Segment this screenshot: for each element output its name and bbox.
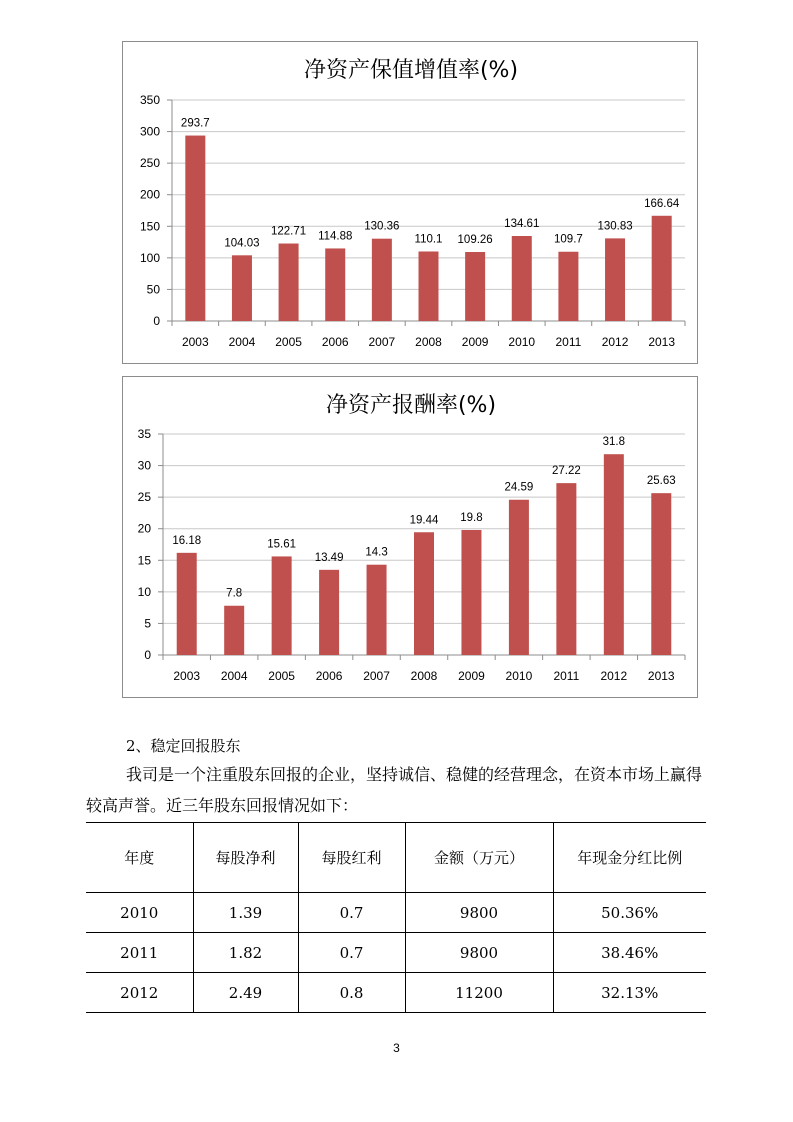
cell-payout-ratio: 38.46% xyxy=(553,933,706,973)
bar xyxy=(604,454,624,655)
data-label: 16.18 xyxy=(172,534,202,547)
x-tick-label: 2007 xyxy=(363,669,390,683)
cell-year: 2011 xyxy=(86,933,193,973)
data-label: 109.7 xyxy=(554,233,583,246)
shareholder-returns-table xyxy=(86,822,706,1013)
x-tick-label: 2005 xyxy=(268,669,295,683)
cell-year: 2010 xyxy=(86,893,193,933)
header-eps: 每股净利 xyxy=(193,823,298,893)
y-tick-label: 25 xyxy=(137,490,151,505)
x-tick-label: 2008 xyxy=(415,335,442,349)
table-row xyxy=(86,893,706,933)
table-row xyxy=(86,973,706,1013)
data-label: 13.49 xyxy=(314,551,344,564)
cell-amount: 9800 xyxy=(405,933,553,973)
data-label: 110.1 xyxy=(414,233,443,246)
chart-net-asset-preservation-rate xyxy=(122,41,698,364)
data-label: 130.36 xyxy=(364,220,400,233)
data-label: 134.61 xyxy=(504,218,540,231)
cell-amount: 9800 xyxy=(405,893,553,933)
bar xyxy=(185,136,205,321)
chart-net-asset-return-rate xyxy=(122,376,698,698)
bar xyxy=(652,216,672,321)
chart-title: 净资产报酬率(%) xyxy=(325,393,497,418)
chart-canvas xyxy=(123,42,699,365)
bar xyxy=(232,255,252,321)
y-tick-label: 5 xyxy=(144,616,151,631)
bar xyxy=(509,500,529,655)
bar xyxy=(465,252,485,321)
y-tick-label: 250 xyxy=(139,156,160,171)
chart-title: 净资产保值增值率(%) xyxy=(303,58,519,83)
x-tick-label: 2007 xyxy=(368,335,396,349)
bar xyxy=(279,244,299,321)
data-label: 24.59 xyxy=(504,481,534,494)
y-tick-label: 50 xyxy=(146,282,160,297)
data-label: 114.88 xyxy=(318,230,353,243)
header-year: 年度 xyxy=(86,823,193,893)
page-number: 3 xyxy=(393,1041,400,1055)
x-tick-label: 2005 xyxy=(275,335,302,349)
paragraph-text: 我司是一个注重股东回报的企业，坚持诚信、稳健的经营理念，在资本市场上赢得 xyxy=(126,765,703,784)
x-tick-label: 2003 xyxy=(173,669,201,683)
header-amount: 金额（万元） xyxy=(405,823,553,893)
x-tick-label: 2008 xyxy=(410,669,438,683)
data-label: 25.63 xyxy=(646,475,676,488)
bar xyxy=(372,239,392,321)
data-label: 166.64 xyxy=(644,197,680,210)
data-label: 293.7 xyxy=(180,117,210,130)
data-label: 19.8 xyxy=(460,511,483,524)
y-tick-label: 20 xyxy=(137,521,151,536)
bar xyxy=(605,238,625,321)
y-tick-label: 150 xyxy=(139,219,160,234)
chart-canvas xyxy=(123,377,699,699)
header-payout-ratio: 年现金分红比例 xyxy=(553,823,706,893)
cell-amount: 11200 xyxy=(405,973,553,1013)
x-tick-label: 2012 xyxy=(600,669,628,683)
x-tick-label: 2011 xyxy=(553,669,580,683)
y-tick-label: 30 xyxy=(137,458,151,473)
data-label: 7.8 xyxy=(226,587,243,600)
cell-eps: 1.39 xyxy=(193,893,298,933)
paragraph-line xyxy=(86,792,708,820)
data-label: 19.44 xyxy=(409,514,439,527)
x-tick-label: 2012 xyxy=(601,335,629,349)
x-tick-label: 2013 xyxy=(647,669,675,683)
y-tick-label: 0 xyxy=(144,648,151,662)
y-tick-label: 10 xyxy=(137,584,151,599)
bar xyxy=(272,556,292,655)
data-label: 14.3 xyxy=(365,546,388,559)
x-tick-label: 2009 xyxy=(458,669,485,683)
bar xyxy=(651,493,671,655)
bar xyxy=(319,570,339,655)
x-tick-label: 2013 xyxy=(648,335,676,349)
bar xyxy=(558,252,578,321)
bar xyxy=(224,606,244,655)
cell-dps: 0.7 xyxy=(298,933,405,973)
data-label: 15.61 xyxy=(267,538,297,551)
paragraph-text: 较高声誉。近三年股东回报情况如下： xyxy=(86,796,359,815)
bar xyxy=(414,532,434,655)
cell-eps: 1.82 xyxy=(193,933,298,973)
bar xyxy=(512,236,532,321)
x-tick-label: 2009 xyxy=(461,335,489,349)
data-label: 104.03 xyxy=(224,237,260,250)
bar xyxy=(461,530,481,655)
cell-payout-ratio: 32.13% xyxy=(553,973,706,1013)
cell-eps: 2.49 xyxy=(193,973,298,1013)
cell-dps: 0.8 xyxy=(298,973,405,1013)
table-header-row xyxy=(86,823,706,893)
data-label: 122.71 xyxy=(270,225,307,238)
paragraph-line xyxy=(86,761,708,789)
y-tick-label: 15 xyxy=(137,553,151,568)
bar xyxy=(419,251,439,321)
x-tick-label: 2004 xyxy=(220,669,248,683)
bar xyxy=(177,553,197,655)
bar xyxy=(556,483,576,655)
cell-dps: 0.7 xyxy=(298,893,405,933)
x-tick-label: 2011 xyxy=(555,335,582,349)
x-tick-label: 2006 xyxy=(321,335,349,349)
y-tick-label: 35 xyxy=(137,427,151,441)
x-tick-label: 2004 xyxy=(228,335,256,349)
y-tick-label: 350 xyxy=(139,93,160,107)
header-dps: 每股红利 xyxy=(298,823,405,893)
y-tick-label: 300 xyxy=(139,124,160,139)
data-label: 27.22 xyxy=(551,465,581,478)
cell-year: 2012 xyxy=(86,973,193,1013)
x-tick-label: 2010 xyxy=(508,335,536,349)
section-heading: 2、稳定回报股东 xyxy=(126,737,241,755)
data-label: 31.8 xyxy=(602,436,626,449)
x-tick-label: 2003 xyxy=(181,335,209,349)
x-tick-label: 2010 xyxy=(505,669,533,683)
table-row xyxy=(86,933,706,973)
cell-payout-ratio: 50.36% xyxy=(553,893,706,933)
data-label: 109.26 xyxy=(457,234,493,247)
data-label: 130.83 xyxy=(597,220,633,233)
x-tick-label: 2006 xyxy=(315,669,343,683)
bar xyxy=(325,248,345,321)
bar xyxy=(367,565,387,655)
y-tick-label: 0 xyxy=(153,314,160,328)
y-tick-label: 100 xyxy=(139,250,160,265)
y-tick-label: 200 xyxy=(139,187,160,202)
